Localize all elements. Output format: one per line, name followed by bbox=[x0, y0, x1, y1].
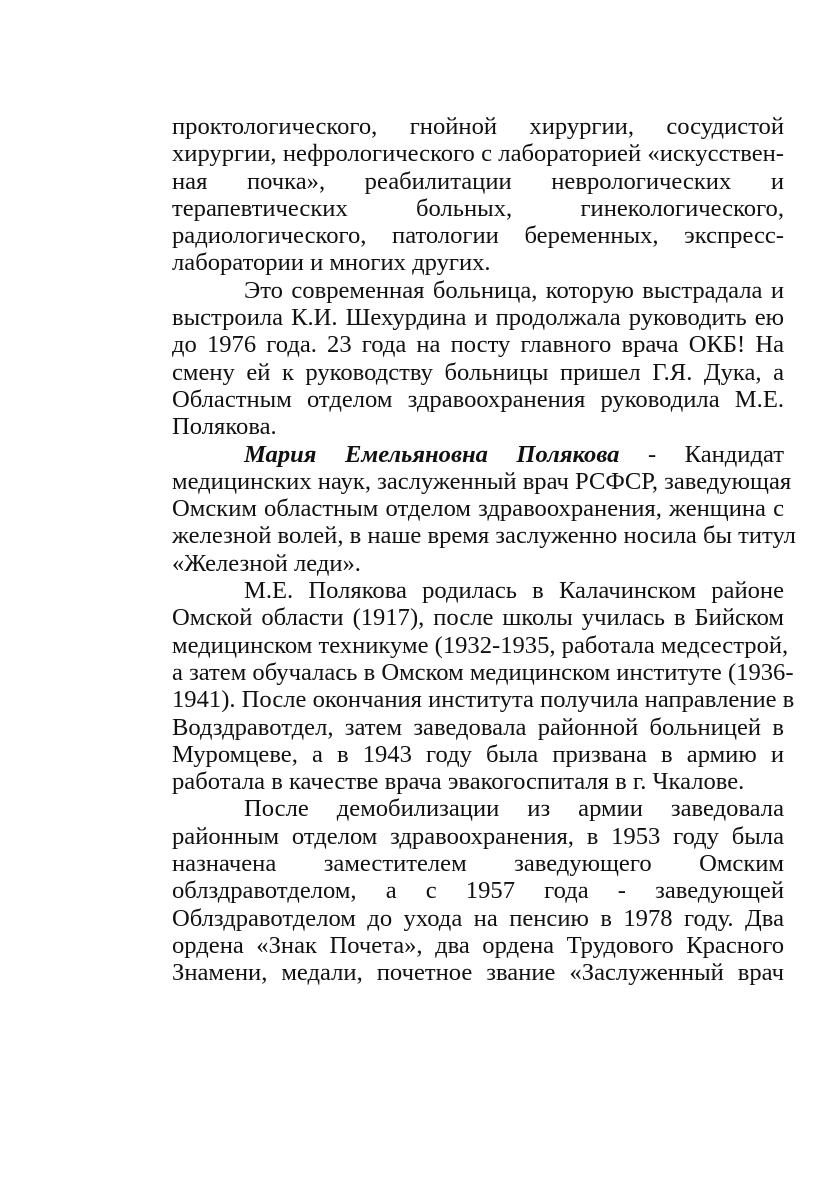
text-line: Полякова. bbox=[172, 413, 277, 441]
text-line: выстроила К.И. Шехурдина и продолжала руководить ею bbox=[172, 304, 784, 332]
text-line: медицинских наук, заслуженный врач РСФСР, заведующая bbox=[172, 467, 792, 495]
text-line bbox=[172, 441, 784, 468]
text-line: проктологического, гнойной хирургии, сосудистой bbox=[172, 113, 784, 140]
text-line: ная почка», реабилитации неврологических и bbox=[172, 167, 784, 195]
text-line: Это современная больница, которую выстрадала и bbox=[244, 276, 784, 304]
text-line: облздравотделом, а с 1957 года - заведующей bbox=[172, 877, 784, 905]
text-line: Областным отделом здравоохранения руководила М.Е. bbox=[172, 385, 784, 413]
text-line: смену ей к руководству больницы пришел Г.Я. Дука, а bbox=[172, 358, 784, 386]
text-line: Облздравотделом до ухода на пенсию в 1978 году. Два bbox=[172, 904, 784, 932]
text-line: лаборатории и многих других. bbox=[172, 249, 491, 277]
text-line: радиологического, патологии беременных, экспресс- bbox=[172, 222, 784, 250]
text-line: Омским областным отделом здравоохранения, женщина с bbox=[172, 495, 784, 523]
text-line: хирургии, нефрологического с лабораторией «искусствен- bbox=[172, 140, 784, 168]
person-name: Мария Емельяновна Полякова bbox=[244, 440, 620, 468]
text-fragment: - Кандидат bbox=[647, 440, 784, 468]
text-line: М.Е. Полякова родилась в Калачинском районе bbox=[244, 577, 784, 605]
text-line: ордена «Знак Почета», два ордена Трудового Красного bbox=[172, 931, 784, 959]
text-line: 1941). После окончания института получила направление в bbox=[172, 686, 795, 714]
text-line: районным отделом здравоохранения, в 1953 году была bbox=[172, 822, 784, 850]
text-line: работала в качестве врача эвакогоспиталя в г. Чкалове. bbox=[172, 768, 745, 796]
text-line: терапевтических больных, гинекологического, bbox=[172, 194, 784, 222]
text-line: железной волей, в наше время заслуженно носила бы титул bbox=[172, 522, 796, 550]
text-line: После демобилизации из армии заведовала bbox=[244, 795, 784, 823]
text-line: Муромцеве, а в 1943 году была призвана в армию и bbox=[172, 740, 784, 768]
text-line: медицинском техникуме (1932-1935, работала медсестрой, bbox=[172, 631, 789, 659]
text-line: Знамени, медали, почетное звание «Заслуженный врач bbox=[172, 959, 784, 987]
text-line: до 1976 года. 23 года на посту главного врача ОКБ! На bbox=[172, 331, 784, 359]
text-line: назначена заместителем заведующего Омским bbox=[172, 850, 784, 878]
text-line: «Железной леди». bbox=[172, 549, 361, 577]
text-line: Омской области (1917), после школы училась в Бийском bbox=[172, 604, 784, 632]
text-line: Водздравотдел, затем заведовала районной больницей в bbox=[172, 713, 784, 741]
text-line: а затем обучалась в Омском медицинском институте (1936- bbox=[172, 658, 794, 686]
document-page bbox=[172, 113, 796, 987]
text-fragment bbox=[619, 441, 647, 468]
